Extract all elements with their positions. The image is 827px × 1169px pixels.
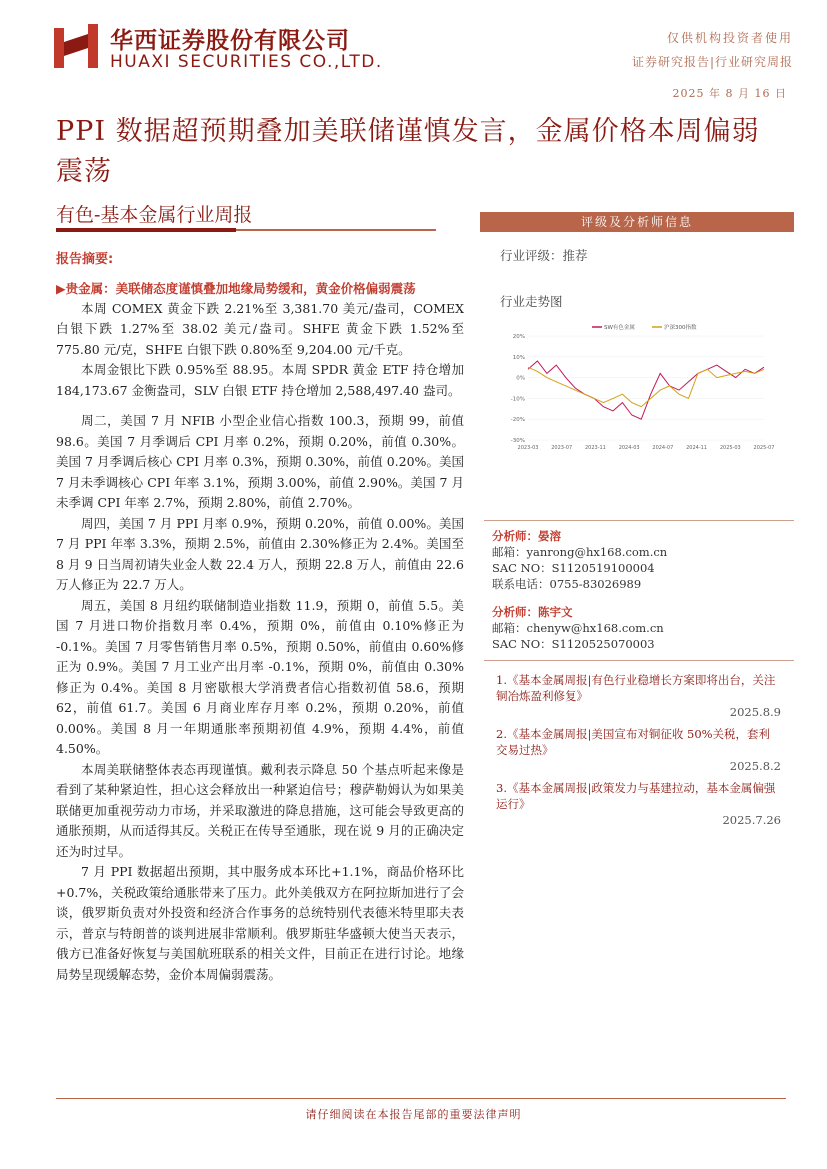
chart-legend-label: SW有色金属	[604, 325, 635, 331]
summary-heading: 报告摘要:	[56, 252, 114, 267]
chart-y-tick-label: -30%	[510, 438, 525, 444]
chart-x-tick-label: 2025-03	[719, 445, 741, 451]
chart-x-tick-label: 2024-11	[686, 445, 708, 451]
analyst-name: 分析师：陈宇文	[492, 605, 573, 619]
related-report-date: 2025.7.26	[722, 813, 781, 827]
analyst-phone: 联系电话：0755-83026989	[492, 577, 642, 591]
sidebar-header: 评级及分析师信息	[480, 212, 794, 232]
related-report-title[interactable]: 1.《基本金属周报|有色行业稳增长方案即将出台，关注铜冶炼盈利修复》	[496, 673, 776, 703]
chart-x-tick-label: 2023-11	[584, 445, 606, 451]
analyst-card	[492, 604, 792, 652]
sidebar-divider	[484, 660, 794, 661]
chart-y-tick-label: 20%	[512, 334, 525, 340]
summary-paragraph: 本周 COMEX 黄金下跌 2.21%至 3,381.70 美元/盎司，COMEX 白银下跌 1.27%至 38.02 美元/盎司。SHFE 黄金下跌 1.52%至 775.80 元/克，SHFE 白银下跌 0.80%至 9,204.00 元/千克。	[56, 300, 464, 357]
footer-divider	[56, 1098, 786, 1099]
summary-paragraph: 周二，美国 7 月 NFIB 小型企业信心指数 100.3，预期 99，前值 98.6。美国 7 月季调后 CPI 月率 0.2%，预期 0.20%，前值 0.30%。美国 7 月季调后核心 CPI 月率 0.3%，预期 0.30%，前值 0.20%。美国 7 月未季调核心 CPI 年率 3.1%，预期 3.00%，前值 2.90%。美国 7 月未季调 CPI 年率 2.7%，预期 2.80%，前值 2.70%。	[56, 413, 464, 510]
chart-series-line	[528, 361, 764, 419]
analyst-sac: SAC NO：S1120519100004	[492, 561, 655, 575]
chart-legend-label: 沪深300指数	[664, 325, 697, 331]
report-subtitle: 有色-基本金属行业周报	[56, 204, 253, 226]
related-report-title[interactable]: 2.《基本金属周报|美国宣布对铜征收 50%关税，套利交易过热》	[496, 727, 771, 757]
chart-x-tick-label: 2023-03	[517, 445, 539, 451]
report-title: PPI 数据超预期叠加美联储谨慎发言，金属价格本周偏弱震荡	[56, 116, 760, 187]
legal-notice: 请仔细阅读在本报告尾部的重要法律声明	[305, 1108, 522, 1121]
subtitle-divider-accent	[56, 228, 236, 232]
related-report-date: 2025.8.2	[729, 759, 781, 773]
analyst-email: 邮箱：yanrong@hx168.com.cn	[492, 545, 668, 559]
summary-paragraph: 周五，美国 8 月纽约联储制造业指数 11.9，预期 0，前值 5.5。美国 7 月进口物价指数月率 0.4%，预期 0%，前值由 0.10%修正为 -0.1%。美国 7 月零售销售月率 0.5%，预期 0.50%，前值由 0.60%修正为 0.9%。美国 7 月工业产出月率 -0.1%，预期 0%，前值由 0.30%修正为 0.4%。美国 8 月密歇根大学消费者信心指数初值 58.6，预期 62，前值 61.7。美国 6 月商业库存月率 0.2%，预期 0.20%，前值 0.00%。美国 8 月一年期通胀率预期初值 4.9%，预期 4.4%，前值 4.50%。	[56, 597, 464, 756]
industry-rating: 行业评级：推荐	[500, 248, 588, 263]
report-category: 证券研究报告|行业研究周报	[631, 55, 793, 69]
analyst-sac: SAC NO：S1120525070003	[492, 637, 655, 651]
summary-paragraph: 7 月 PPI 数据超出预期，其中服务成本环比+1.1%，商品价格环比+0.7%，关税政策给通胀带来了压力。此外美俄双方在阿拉斯加进行了会谈，俄罗斯负责对外投资和经济合作事务的总统特别代表德米特里耶夫表示，普京与特朗普的谈判进展非常顺利。俄罗斯驻华盛顿大使当天表示，俄方已准备好恢复与美国航班联系的相关文件，目前正在进行讨论。地缘局势呈现缓解态势，金价本周偏弱震荡。	[56, 864, 464, 982]
summary-paragraph: 本周金银比下跌 0.95%至 88.95。本周 SPDR 黄金 ETF 持仓增加 184,173.67 金衡盎司，SLV 白银 ETF 持仓增加 2,588,497.40 盎司。	[56, 362, 464, 398]
chart-y-tick-label: -10%	[510, 396, 525, 403]
related-reports	[496, 672, 781, 834]
summary-section	[56, 250, 464, 985]
analyst-name: 分析师：晏溶	[492, 529, 561, 543]
chart-y-tick-label: -20%	[510, 417, 525, 424]
industry-trend-chart	[502, 322, 775, 462]
chart-x-tick-label: 2023-07	[551, 445, 573, 451]
related-report-title[interactable]: 3.《基本金属周报|政策发力与基建拉动，基本金属偏强运行》	[496, 781, 776, 811]
company-name-en: HUAXI SECURITIES CO.,LTD.	[110, 52, 383, 72]
company-name-cn: 华西证券股份有限公司	[110, 28, 350, 54]
chart-y-tick-label: 0%	[516, 375, 525, 382]
analyst-email: 邮箱：chenyw@hx168.com.cn	[492, 621, 664, 635]
chart-x-tick-label: 2025-07	[753, 445, 775, 451]
sidebar	[480, 212, 794, 466]
huaxi-logo-icon	[52, 22, 100, 70]
chart-x-tick-label: 2024-07	[652, 445, 674, 451]
summary-paragraph: 本周美联储整体表态再现谨慎。戴利表示降息 50 个基点听起来像是看到了某种紧迫性，担心这会释放出一种紧迫信号；穆萨勒姆认为如果美联储更加重视劳动力市场，并采取激进的降息措施，这可能会导致更高的通胀预期，从而适得其反。关税正在传导至通胀，现在说 9 月的正确决定还为时过早。	[56, 761, 464, 859]
sidebar-divider	[484, 520, 794, 521]
restriction-note: 仅供机构投资者使用	[666, 31, 793, 45]
related-report-date: 2025.8.9	[729, 705, 781, 719]
chart-x-tick-label: 2024-03	[618, 445, 640, 451]
summary-paragraph: 周四，美国 7 月 PPI 月率 0.9%，预期 0.20%，前值 0.00%。美国 7 月 PPI 年率 3.3%，预期 2.5%，前值由 2.30%修正为 2.4%。美国至 8 月 9 日当周初请失业金人数 22.4 万人，预期 22.8 万人，前值由 22.6 万人修正为 22.7 万人。	[56, 515, 464, 592]
summary-bullet: ▶贵金属：美联储态度谨慎叠加地缘局势缓和，黄金价格偏弱震荡	[56, 280, 416, 296]
trend-chart-label: 行业走势图	[500, 294, 563, 309]
chart-y-tick-label: 10%	[512, 354, 525, 361]
report-date: 2025 年 8 月 16 日	[672, 87, 787, 100]
analyst-card	[492, 528, 792, 592]
